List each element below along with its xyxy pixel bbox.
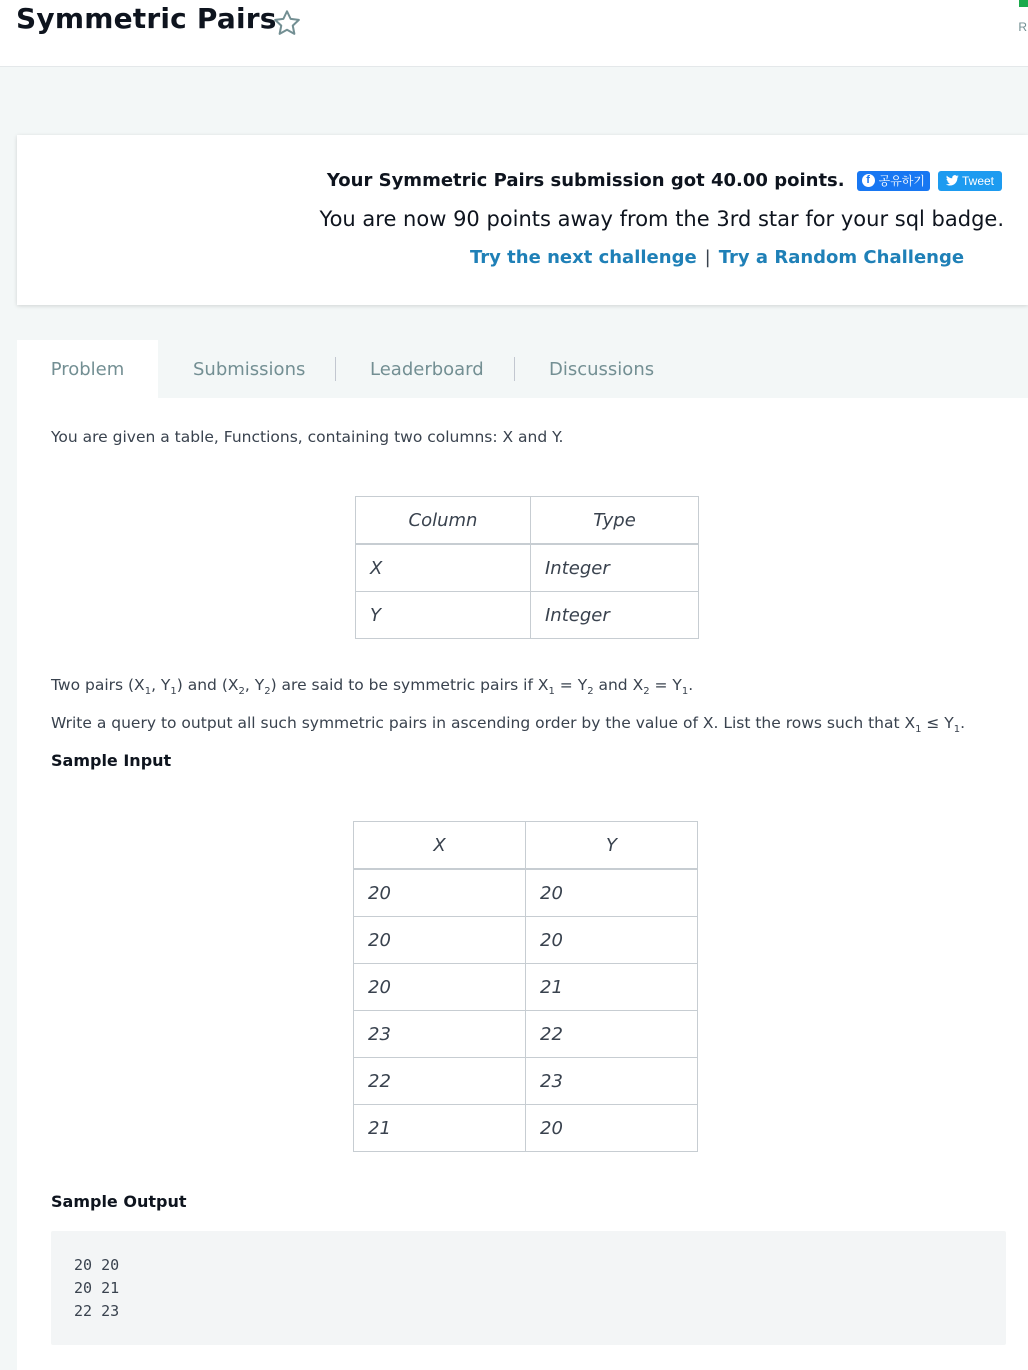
banner-headline-row <box>327 170 1002 191</box>
challenge-tabs <box>17 340 1028 398</box>
sample-input-table <box>353 821 698 1152</box>
header-edge-text: R <box>1018 20 1027 34</box>
table-cell: 20 <box>526 869 698 917</box>
text-run: = Y <box>554 676 588 694</box>
table-cell: 22 <box>354 1058 526 1105</box>
subscript: 1 <box>915 724 922 736</box>
table-header-cell: Y <box>526 822 698 870</box>
text-run: , Y <box>151 676 171 694</box>
subscript: 1 <box>548 686 555 698</box>
table-row <box>354 1105 698 1152</box>
try-random-challenge-link[interactable]: Try a Random Challenge <box>718 247 965 268</box>
subscript: 2 <box>643 686 650 698</box>
table-cell: 20 <box>526 1105 698 1152</box>
table-header-cell: X <box>354 822 526 870</box>
table-header-cell: Type <box>531 497 699 545</box>
sample-input-heading: Sample Input <box>51 751 172 770</box>
table-cell: 23 <box>354 1011 526 1058</box>
star-outline-icon[interactable] <box>272 8 302 38</box>
table-row <box>354 917 698 964</box>
facebook-share-button[interactable] <box>857 171 930 191</box>
text-run: = Y <box>649 676 682 694</box>
table-cell: Y <box>356 592 531 639</box>
status-indicator <box>1019 0 1028 7</box>
top-bar <box>0 0 1028 67</box>
sample-output-heading: Sample Output <box>51 1192 187 1211</box>
table-cell: 22 <box>526 1011 698 1058</box>
subscript: 2 <box>238 686 245 698</box>
twitter-bird-icon <box>946 175 959 186</box>
query-instructions <box>51 714 965 735</box>
tab-problem[interactable]: Problem <box>17 340 158 398</box>
subscript: 1 <box>681 686 689 698</box>
table-row <box>354 1011 698 1058</box>
code-line: 20 20 <box>74 1256 120 1274</box>
tab-divider <box>514 357 515 381</box>
table-row <box>354 964 698 1011</box>
schema-table <box>355 496 699 639</box>
page-title: Symmetric Pairs <box>16 2 277 35</box>
code-line: 20 21 <box>74 1279 120 1297</box>
sample-output-code <box>51 1231 1006 1345</box>
table-row <box>354 869 698 917</box>
tweet-button[interactable] <box>938 171 1002 191</box>
tab-discussions[interactable]: Discussions <box>549 359 655 380</box>
subscript: 2 <box>587 686 594 698</box>
table-header-row <box>356 497 699 545</box>
table-row <box>354 1058 698 1105</box>
facebook-share-label: 공유하기 <box>878 174 925 188</box>
text-run: . <box>960 714 966 732</box>
try-next-challenge-link[interactable]: Try the next challenge <box>470 247 697 268</box>
text-run: ) are said to be symmetric pairs if X <box>270 676 549 694</box>
subscript: 1 <box>170 686 177 698</box>
tab-submissions[interactable]: Submissions <box>193 359 306 380</box>
table-row <box>356 592 699 639</box>
submission-result-banner <box>17 135 1028 305</box>
problem-statement <box>17 398 1028 1370</box>
table-cell: 20 <box>354 917 526 964</box>
tab-divider <box>335 357 336 381</box>
table-cell: X <box>356 544 531 592</box>
tab-leaderboard[interactable]: Leaderboard <box>370 359 484 380</box>
table-cell: 23 <box>526 1058 698 1105</box>
badge-progress-text: You are now 90 points away from the 3rd star for your sql badge. <box>319 207 1004 231</box>
text-run: and X <box>593 676 644 694</box>
text-run: ) and (X <box>176 676 239 694</box>
text-run: Write a query to output all such symmetric pairs in ascending order by the value of X. List the rows such that X <box>51 714 916 732</box>
subscript: 1 <box>144 686 152 698</box>
table-cell: 20 <box>354 869 526 917</box>
table-header-cell: Column <box>356 497 531 545</box>
table-header-row <box>354 822 698 870</box>
text-run: . <box>688 676 694 694</box>
code-line: 22 23 <box>74 1302 120 1320</box>
table-cell: Integer <box>531 592 699 639</box>
link-separator: | <box>704 247 711 268</box>
problem-intro: You are given a table, Functions, containing two columns: X and Y. <box>51 428 564 446</box>
table-row <box>356 544 699 592</box>
table-cell: 20 <box>354 964 526 1011</box>
submission-score-text: Your Symmetric Pairs submission got 40.00 points. <box>326 170 845 191</box>
table-cell: 21 <box>354 1105 526 1152</box>
table-cell: 21 <box>526 964 698 1011</box>
table-cell: Integer <box>531 544 699 592</box>
text-run: Two pairs (X <box>51 676 145 694</box>
text-run: ≤ Y <box>921 714 954 732</box>
subscript: 1 <box>953 724 961 736</box>
symmetric-definition <box>51 676 693 697</box>
facebook-icon: f <box>862 174 875 187</box>
challenge-links <box>470 247 964 268</box>
subscript: 2 <box>264 686 271 698</box>
tweet-label: Tweet <box>961 173 994 188</box>
text-run: , Y <box>244 676 265 694</box>
table-cell: 20 <box>526 917 698 964</box>
